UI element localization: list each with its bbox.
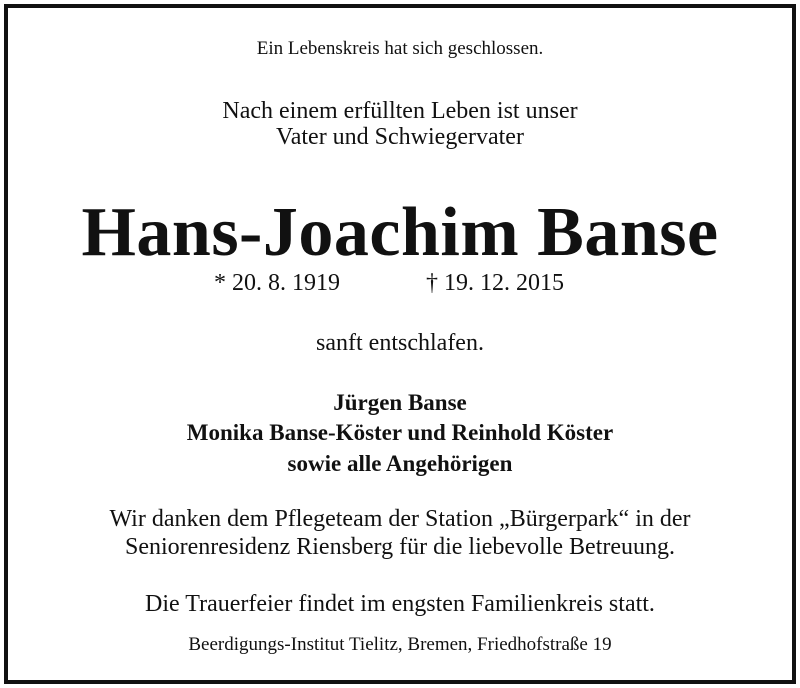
passed-text: sanft entschlafen.	[316, 330, 484, 356]
funeral-home-text: Beerdigungs-Institut Tielitz, Bremen, Friedhofstraße 19	[188, 634, 612, 655]
mourner-line: Jürgen Banse	[333, 390, 467, 415]
thanks-line: Seniorenresidenz Riensberg für die liebevolle Betreuung.	[124, 534, 676, 560]
thanks-line: Wir danken dem Pflegeteam der Station „Bürgerpark“ in der	[109, 506, 691, 532]
obituary-notice	[4, 4, 796, 684]
death-date: † 19. 12. 2015	[426, 270, 564, 296]
birth-date: * 20. 8. 1919	[214, 270, 340, 296]
intro-text: Ein Lebenskreis hat sich geschlossen.	[256, 38, 544, 59]
mourner-line: sowie alle Angehörigen	[287, 451, 513, 476]
mourner-line: Monika Banse-Köster und Reinhold Köster	[186, 420, 614, 445]
announcement-line: Nach einem erfüllten Leben ist unser	[222, 98, 578, 124]
announcement-line: Vater und Schwiegervater	[276, 124, 524, 150]
life-dates	[8, 270, 792, 300]
ceremony-text: Die Trauerfeier findet im engsten Familienkreis statt.	[145, 591, 655, 617]
deceased-name: Hans-Joachim Banse	[81, 194, 719, 271]
